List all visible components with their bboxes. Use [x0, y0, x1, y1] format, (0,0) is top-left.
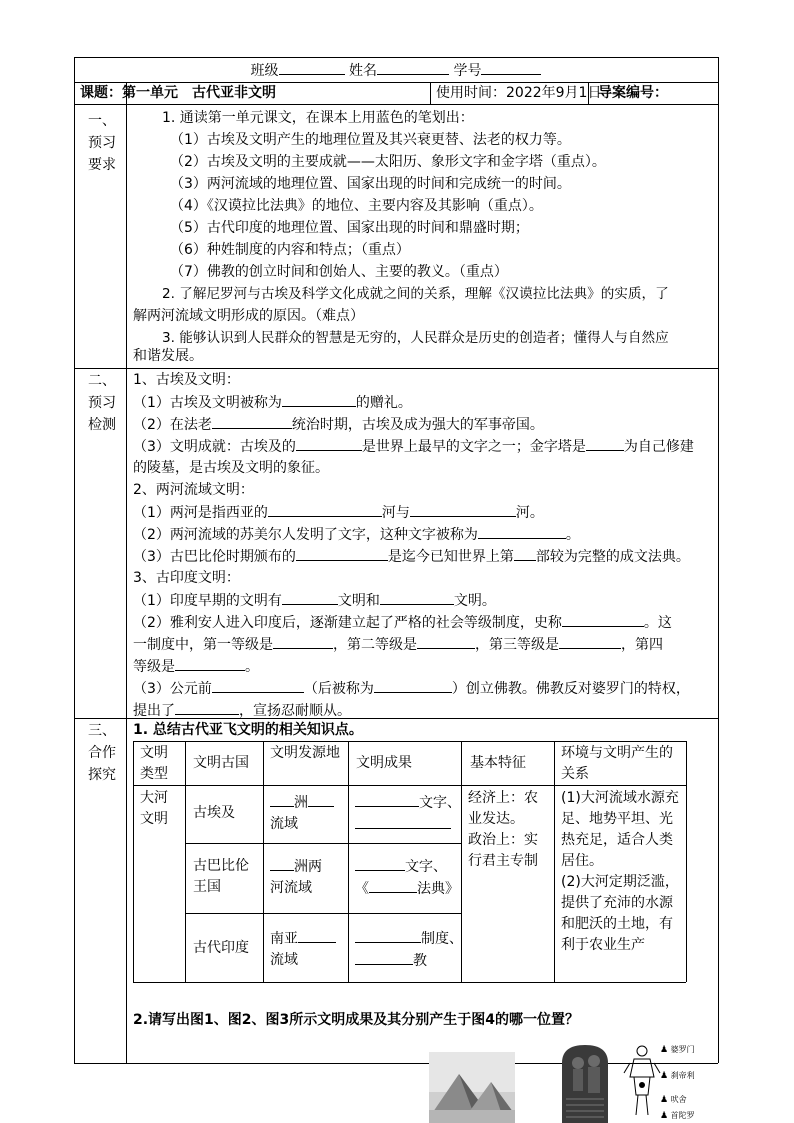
section1-label-l2: 要求	[88, 157, 116, 173]
blank-3[interactable]	[296, 436, 362, 451]
check-line-11: 等级是 。	[133, 656, 710, 678]
check-line-10: 一制度中，第一等级是 ，第二等级是 ，第三等级是 ，第四	[133, 634, 710, 656]
section3-label-l2: 探究	[88, 767, 116, 783]
cell-origin-india: 南亚 流域	[270, 928, 336, 971]
date-label: 使用时间：2022年9月1日	[436, 85, 602, 101]
section2-label-num: 二、	[88, 373, 116, 389]
section1-label-num: 一、	[88, 113, 116, 129]
check-line-13: 提出了 ，宣扬忍耐顺从。	[133, 700, 710, 722]
check-line-8: （1）印度早期的文明有 文明和 文明。	[133, 590, 710, 612]
blank-16[interactable]	[175, 656, 245, 671]
blank-origin-2[interactable]	[270, 856, 294, 871]
check-heading-india: 3、古印度文明：	[133, 570, 240, 586]
blank-15[interactable]	[559, 634, 621, 649]
th-origin: 文明发源地	[270, 745, 340, 761]
blank-18[interactable]	[374, 678, 452, 693]
blank-10[interactable]	[282, 590, 338, 605]
caste-vaishya: 吠舍	[670, 1095, 687, 1104]
req-line-9: 2. 了解尼罗河与古埃及科学文化成就之间的关系，理解《汉谟拉比法典》的实质，了	[162, 286, 669, 302]
blank-17[interactable]	[212, 678, 304, 693]
req-line-3: （2）古埃及文明的主要成就——太阳历、象形文字和金字塔（重点）。	[170, 154, 606, 170]
check-line-5: （1）两河是指西亚的 河与 河。	[133, 502, 710, 524]
check-heading-egypt: 1、古埃及文明：	[133, 372, 240, 388]
blank-11[interactable]	[380, 590, 454, 605]
caste-shudra: 首陀罗	[670, 1111, 695, 1120]
blank-origin-1a[interactable]	[270, 792, 294, 807]
blank-7[interactable]	[478, 524, 566, 539]
id-blank[interactable]	[481, 60, 541, 75]
check-line-3: （3）文明成就：古埃及的 是世界上最早的文字之一；金字塔是 为自己修建	[133, 436, 710, 458]
cell-features	[468, 788, 550, 872]
cell-origin-babylon: 洲两 河流域	[270, 856, 322, 899]
blank-9[interactable]	[514, 546, 536, 561]
id-label: 学号	[453, 63, 482, 79]
check-heading-mesopotamia: 2、两河流域文明：	[133, 482, 254, 498]
header-class-row	[74, 60, 718, 81]
req-line-2: （1）古埃及文明产生的地理位置及其兴衰更替、法老的权力等。	[170, 132, 571, 148]
blank-ach-3b[interactable]	[355, 950, 413, 965]
blank-14[interactable]	[417, 634, 475, 649]
caste-kshatriya: 刹帝利	[670, 1071, 695, 1080]
th-achievement: 文明成果	[356, 755, 412, 771]
section2-label-l2: 检测	[88, 417, 116, 433]
req-line-11: 3. 能够认识到人民群众的智慧是无穷的，人民群众是历史的创造者；懂得人与自然应	[162, 330, 669, 346]
section3-label	[80, 720, 124, 786]
blank-8[interactable]	[296, 546, 388, 561]
feature-politics: 政治上：实行君主专制	[468, 832, 538, 869]
cell-ach-india: 制度、 教	[355, 928, 463, 972]
blank-origin-3[interactable]	[298, 928, 336, 943]
cell-country-egypt: 古埃及	[193, 805, 235, 821]
class-label: 班级	[250, 63, 279, 79]
pyramids-image	[429, 1052, 515, 1123]
check-line-2: （2）在法老 统治时期，古埃及成为强大的军事帝国。	[133, 414, 710, 436]
figure-caste-diagram: ♟ 婆罗门 ♟ 刹帝利 ♟ 吠舍 ♟ 首陀罗	[622, 1043, 718, 1123]
req-line-8: （7）佛教的创立时间和创始人、主要的教义。（重点）	[170, 264, 508, 280]
blank-1[interactable]	[282, 392, 356, 407]
cell-type: 大河文明	[140, 790, 168, 827]
name-label: 姓名	[349, 63, 377, 79]
th-type: 文明类型	[140, 745, 168, 782]
caste-figure-image	[622, 1043, 662, 1123]
blank-6[interactable]	[410, 502, 516, 517]
stele-image	[556, 1043, 614, 1123]
section1-label	[80, 110, 124, 176]
check-line-9: （2）雅利安人进入印度后，逐渐建立起了严格的社会等级制度，史称 。这	[133, 612, 710, 634]
cell-country-babylon: 古巴比伦王国	[193, 858, 249, 895]
req-line-6: （5）古代印度的地理位置、国家出现的时间和鼎盛时期；	[170, 220, 529, 236]
blank-ach-2b[interactable]	[369, 878, 417, 893]
th-country: 文明古国	[193, 755, 249, 771]
blank-ach-2a[interactable]	[355, 856, 405, 871]
blank-13[interactable]	[273, 634, 333, 649]
cell-ach-egypt: 文字、	[355, 792, 461, 836]
blank-ach-1a[interactable]	[355, 792, 419, 807]
blank-origin-1b[interactable]	[308, 792, 334, 807]
figure-pyramids	[429, 1052, 515, 1123]
explore-question-2: 2.请写出图1、图2、图3所示文明成果及其分别产生于图4的哪一位置？	[133, 1012, 580, 1028]
feature-economy: 经济上：农业发达。	[468, 790, 538, 827]
blank-19[interactable]	[175, 700, 239, 715]
section3-label-l1: 合作	[88, 745, 116, 761]
th-feature: 基本特征	[470, 755, 526, 771]
env-2: (2)大河定期泛滥，提供了充沛的水源和肥沃的土地，有利于农业生产	[561, 874, 679, 953]
req-line-10: 解两河流域文明形成的原因。（难点）	[133, 308, 364, 324]
figure-hammurabi-stele	[556, 1043, 614, 1123]
cell-country-india: 古代印度	[193, 940, 249, 956]
section2-label	[80, 370, 124, 436]
check-line-4: 的陵墓，是古埃及文明的象征。	[133, 460, 329, 476]
section2-label-l1: 预习	[88, 395, 116, 411]
cell-origin-egypt: 洲 流域	[270, 792, 334, 835]
req-line-7: （6）种姓制度的内容和特点；（重点）	[170, 242, 410, 258]
cell-ach-babylon: 文字、 《 法典》	[355, 856, 459, 900]
blank-ach-3a[interactable]	[355, 928, 421, 943]
check-line-12: （3）公元前 （后被称为 ）创立佛教。佛教反对婆罗门的特权，	[133, 678, 710, 700]
blank-12[interactable]	[562, 612, 644, 627]
th-environment: 环境与文明产生的关系	[561, 745, 673, 782]
env-1: (1)大河流域水源充足、地势平坦、光热充足，适合人类居住。	[561, 790, 679, 869]
blank-ach-1b[interactable]	[355, 814, 451, 829]
class-blank[interactable]	[279, 60, 345, 75]
req-line-5: （4）《汉谟拉比法典》的地位、主要内容及其影响（重点）。	[170, 198, 543, 214]
section3-label-num: 三、	[88, 723, 116, 739]
req-line-12: 和谐发展。	[133, 348, 203, 364]
check-line-6: （2）两河流域的苏美尔人发明了文字，这种文字被称为 。	[133, 524, 710, 546]
blank-5[interactable]	[268, 502, 382, 517]
topic-label: 课题：第一单元 古代亚非文明	[80, 85, 276, 101]
cell-environment	[561, 788, 683, 956]
blank-2[interactable]	[212, 414, 292, 429]
check-line-7: （3）古巴比伦时期颁布的 是迄今已知世界上第 部较为完整的成文法典。	[133, 546, 710, 568]
name-blank[interactable]	[377, 60, 449, 75]
blank-4[interactable]	[586, 436, 624, 451]
section1-label-l1: 预习	[88, 135, 116, 151]
explore-question-1: 1. 总结古代亚飞文明的相关知识点。	[133, 722, 363, 738]
caste-brahmin: 婆罗门	[670, 1045, 695, 1054]
plan-number-label: 导案编号：	[598, 85, 668, 101]
check-line-1: （1）古埃及文明被称为 的赠礼。	[133, 392, 710, 414]
req-line-1: 1. 通读第一单元课文，在课本上用蓝色的笔划出：	[162, 110, 474, 126]
req-line-4: （3）两河流域的地理位置、国家出现的时间和完成统一的时间。	[170, 176, 571, 192]
